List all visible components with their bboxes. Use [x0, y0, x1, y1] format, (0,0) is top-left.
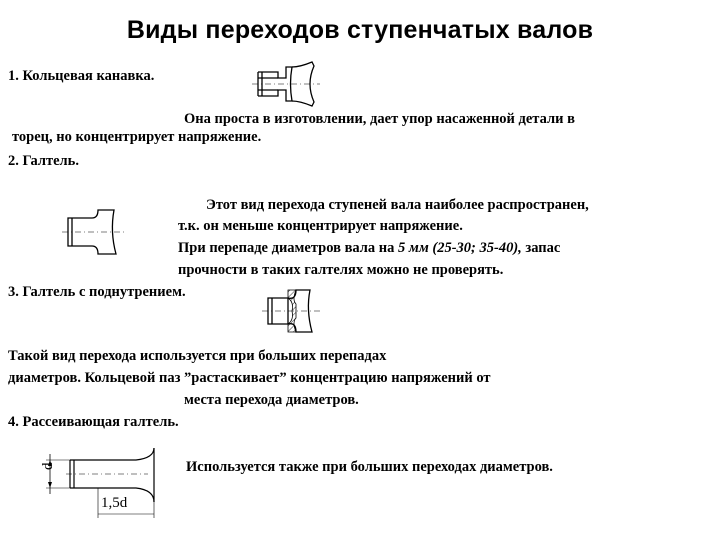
fillet-text-1: Этот вид перехода ступеней вала наиболее распространен, [206, 197, 589, 213]
heading-ring-groove: 1. Кольцевая канавка. [8, 68, 155, 84]
fillet-text-3 [178, 240, 560, 257]
heading-fillet: 2. Галтель. [8, 153, 79, 169]
fillet-text-4: прочности в таких галтелях можно не проверять. [178, 262, 504, 278]
ring-groove-text-2: торец, но концентрирует напряжение. [12, 129, 262, 145]
shaft-fillet-icon [60, 204, 126, 260]
page-title: Виды переходов ступенчатых валов [126, 16, 594, 44]
fillet-text-2: т.к. он меньше концентрирует напряжение. [178, 218, 463, 234]
fillet-text-3b: 5 мм (25-30; 35-40), [398, 240, 522, 256]
ring-groove-text-1: Она проста в изготовлении, дает упор насаженной детали в [184, 111, 575, 127]
heading-dispersing-fillet: 4. Рассеивающая галтель. [8, 414, 179, 430]
shaft-undercut-fillet-icon [258, 282, 324, 340]
fillet-text-3c: запас [525, 240, 561, 256]
heading-undercut-fillet: 3. Галтель с поднутрением. [8, 284, 186, 300]
shaft-ring-groove-icon [252, 58, 322, 110]
diameter-label: d [40, 462, 56, 470]
undercut-text-1: Такой вид перехода используется при больших перепадах [8, 348, 387, 364]
undercut-text-2: диаметров. Кольцевой паз ”растаскивает” концентрацию напряжений от [8, 370, 491, 386]
dispersing-text-1: Используется также при больших переходах диаметров. [186, 459, 553, 475]
fillet-text-3a: При перепаде диаметров вала на [178, 240, 395, 256]
length-label: 1,5d [101, 495, 128, 511]
undercut-text-3: места перехода диаметров. [184, 392, 359, 408]
